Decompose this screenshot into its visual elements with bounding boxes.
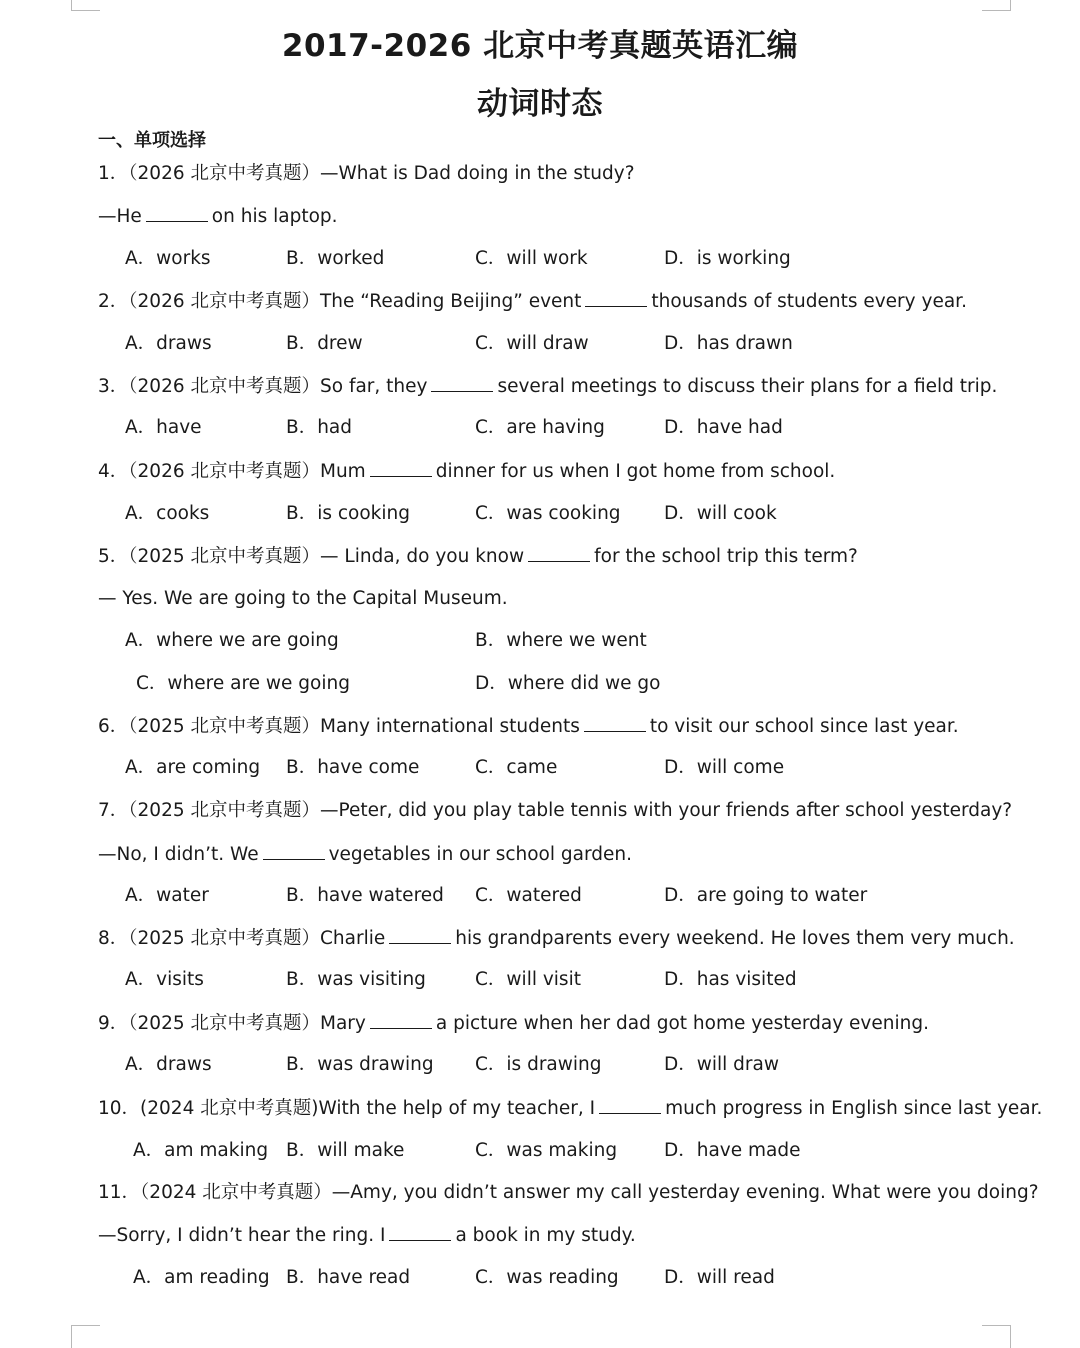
answer-blank (370, 1010, 432, 1029)
question-5-stem: 5．（2025 北京中考真题）— Linda, do you know for the school trip this term? (98, 543, 858, 570)
option-c: C．was reading (475, 1267, 619, 1288)
document-subtitle: 动词时态 (477, 86, 603, 122)
question-2-stem: 2．（2026 北京中考真题）The “Reading Beijing” event thousands of students every year. (98, 288, 967, 315)
option-d: D．will cook (664, 503, 777, 524)
option-b: B．have watered (286, 885, 444, 906)
answer-blank (263, 841, 325, 860)
option-d: D．will come (664, 757, 785, 778)
option-a: A．am reading (133, 1267, 270, 1288)
question-7-stem: 7．（2025 北京中考真题）—Peter, did you play table tennis with your friends after school yesterday? (98, 800, 1013, 821)
question-9-stem: 9．（2025 北京中考真题）Mary a picture when her dad got home yesterday evening. (98, 1010, 929, 1037)
option-a: A．visits (125, 969, 204, 990)
answer-blank (585, 288, 647, 307)
option-a: A．water (125, 885, 209, 906)
option-a: A．works (125, 248, 211, 269)
option-b: B．drew (286, 333, 363, 354)
answer-blank (370, 458, 432, 477)
option-a: A．draws (125, 1054, 212, 1075)
option-b: B．will make (286, 1140, 405, 1161)
document-title: 2017-2026 北京中考真题英语汇编 (281, 28, 799, 64)
option-d: D．is working (664, 248, 791, 269)
option-d: D．will read (664, 1267, 775, 1288)
option-b: B．was visiting (286, 969, 426, 990)
option-b: B．had (286, 417, 352, 438)
question-5-reply: — Yes. We are going to the Capital Museum. (98, 588, 508, 609)
answer-blank (528, 543, 590, 562)
option-a: A．are coming (125, 757, 261, 778)
page-corner-mark (71, 1325, 100, 1348)
option-d: D．have made (664, 1140, 801, 1161)
option-d: D．will draw (664, 1054, 779, 1075)
option-c: C．will draw (475, 333, 589, 354)
question-1-reply: —He on his laptop. (98, 203, 338, 230)
option-d: D．has drawn (664, 333, 793, 354)
option-c: C．came (475, 757, 558, 778)
option-c: C．are having (475, 417, 605, 438)
option-c: C．will work (475, 248, 588, 269)
question-1-stem: 1．（2026 北京中考真题）—What is Dad doing in the study? (98, 163, 635, 184)
option-a: A．where we are going (125, 630, 339, 651)
option-a: A．have (125, 417, 202, 438)
answer-blank (389, 1222, 451, 1241)
option-a: A．am making (133, 1140, 269, 1161)
option-b: B．worked (286, 248, 385, 269)
page-corner-mark (982, 0, 1011, 11)
answer-blank (584, 713, 646, 732)
question-11-reply: —Sorry, I didn’t hear the ring. I a book in my study. (98, 1222, 636, 1249)
option-c: C．watered (475, 885, 582, 906)
option-d: D．where did we go (475, 673, 661, 694)
question-8-stem: 8．（2025 北京中考真题）Charlie his grandparents every weekend. He loves them very much. (98, 925, 1015, 952)
section-heading: 一、单项选择 (98, 130, 206, 151)
page-corner-mark (71, 0, 100, 11)
option-d: D．are going to water (664, 885, 868, 906)
question-4-stem: 4．（2026 北京中考真题）Mum dinner for us when I got home from school. (98, 458, 835, 485)
option-b: B．have come (286, 757, 420, 778)
option-b: B．is cooking (286, 503, 410, 524)
option-c: C．was cooking (475, 503, 621, 524)
page-corner-mark (982, 1325, 1011, 1348)
option-b: B．have read (286, 1267, 411, 1288)
question-3-stem: 3．（2026 北京中考真题）So far, they several meetings to discuss their plans for a field trip. (98, 373, 997, 400)
question-11-stem: 11．（2024 北京中考真题）—Amy, you didn’t answer my call yesterday evening. What were you doing? (98, 1182, 1039, 1203)
option-d: D．has visited (664, 969, 797, 990)
answer-blank (599, 1095, 661, 1114)
option-b: B．where we went (475, 630, 647, 651)
option-a: A．cooks (125, 503, 210, 524)
answer-blank (389, 925, 451, 944)
option-d: D．have had (664, 417, 783, 438)
question-10-stem: 10．(2024 北京中考真题)With the help of my teacher, I much progress in English since last year. (98, 1095, 1042, 1122)
question-6-stem: 6．（2025 北京中考真题）Many international students to visit our school since last year. (98, 713, 959, 740)
option-c: C．will visit (475, 969, 581, 990)
question-7-reply: —No, I didn’t. We vegetables in our school garden. (98, 841, 632, 868)
option-c: C．was making (475, 1140, 618, 1161)
answer-blank (146, 203, 208, 222)
answer-blank (431, 373, 493, 392)
option-b: B．was drawing (286, 1054, 434, 1075)
option-a: A．draws (125, 333, 212, 354)
option-c: C．is drawing (475, 1054, 602, 1075)
option-c: C．where are we going (136, 673, 350, 694)
